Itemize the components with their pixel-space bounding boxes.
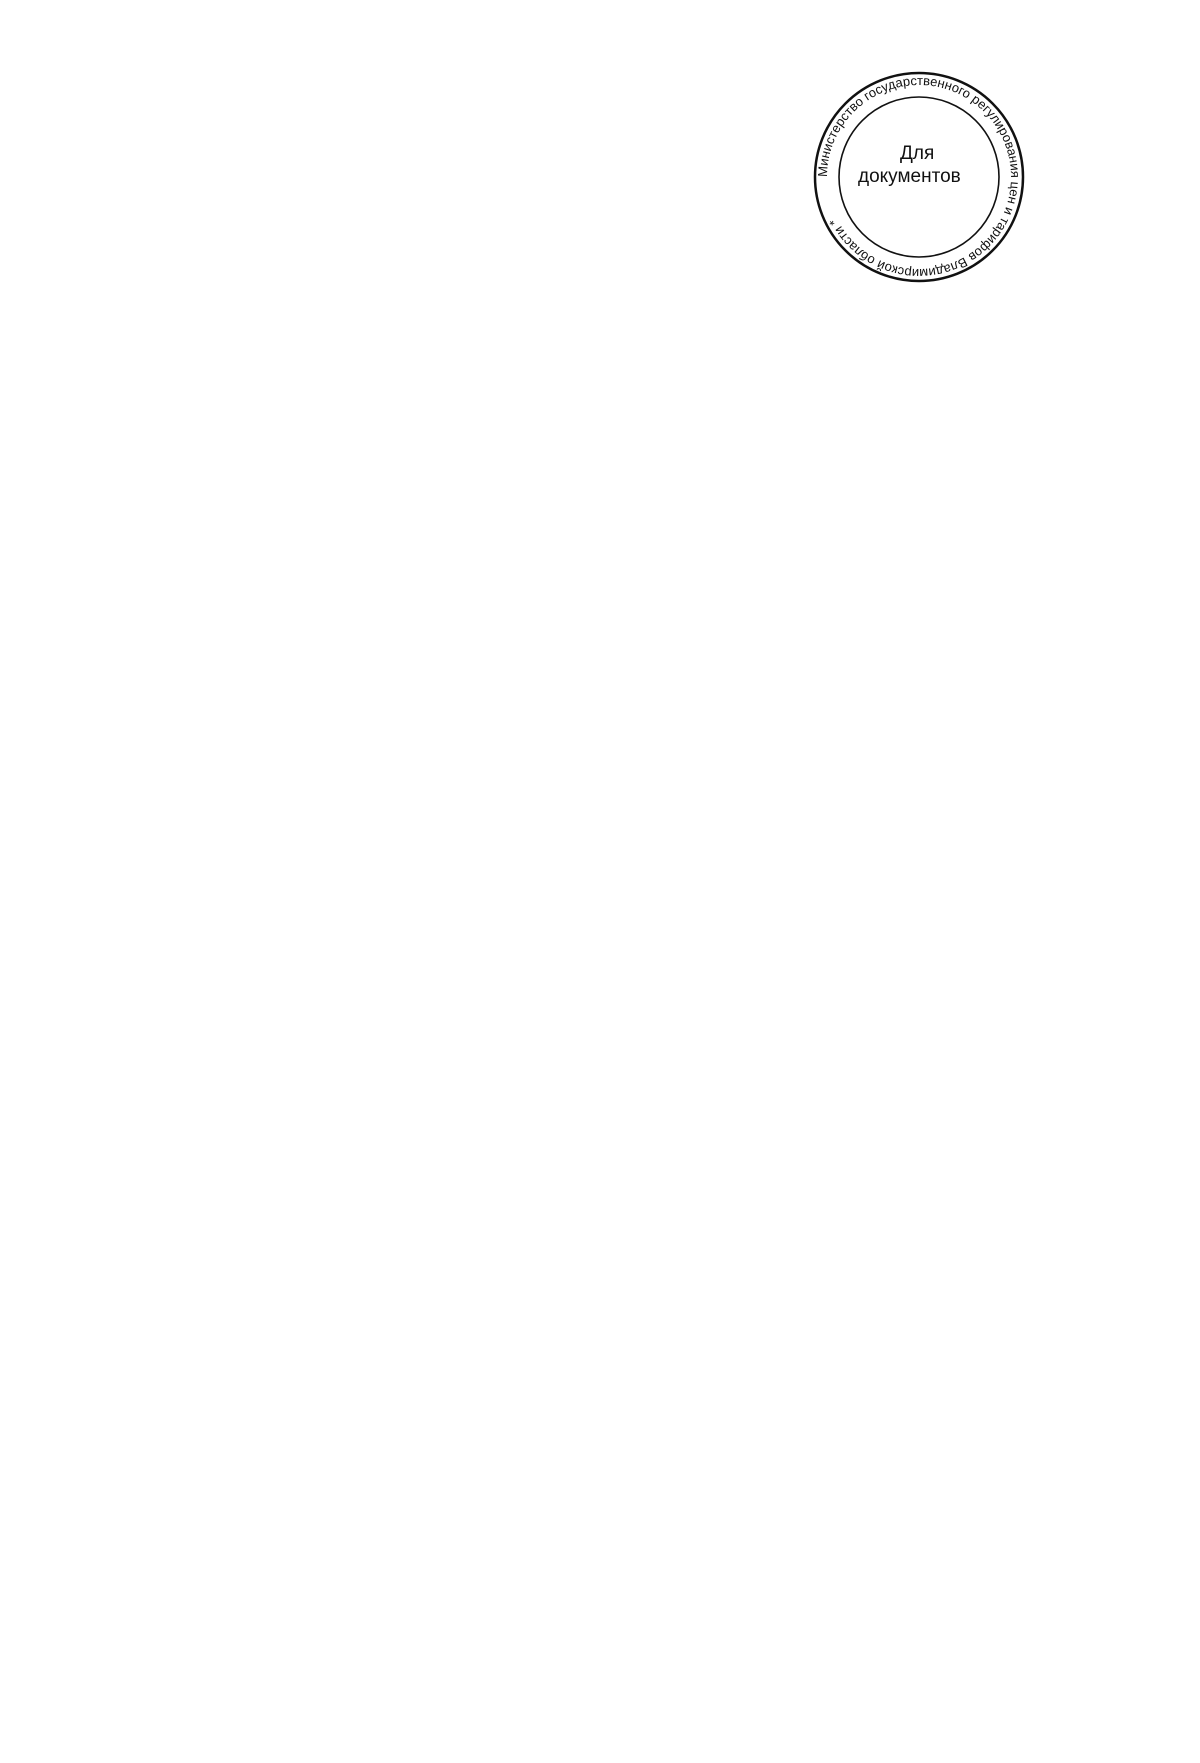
- official-stamp: [810, 68, 1028, 286]
- stamp-ring-path-text: Министерство государственного регулирования цен и тарифов Владимирской области *: [814, 72, 1024, 282]
- stamp-center-line1: Для: [900, 143, 935, 164]
- stamp-center-line2: документов: [858, 166, 961, 187]
